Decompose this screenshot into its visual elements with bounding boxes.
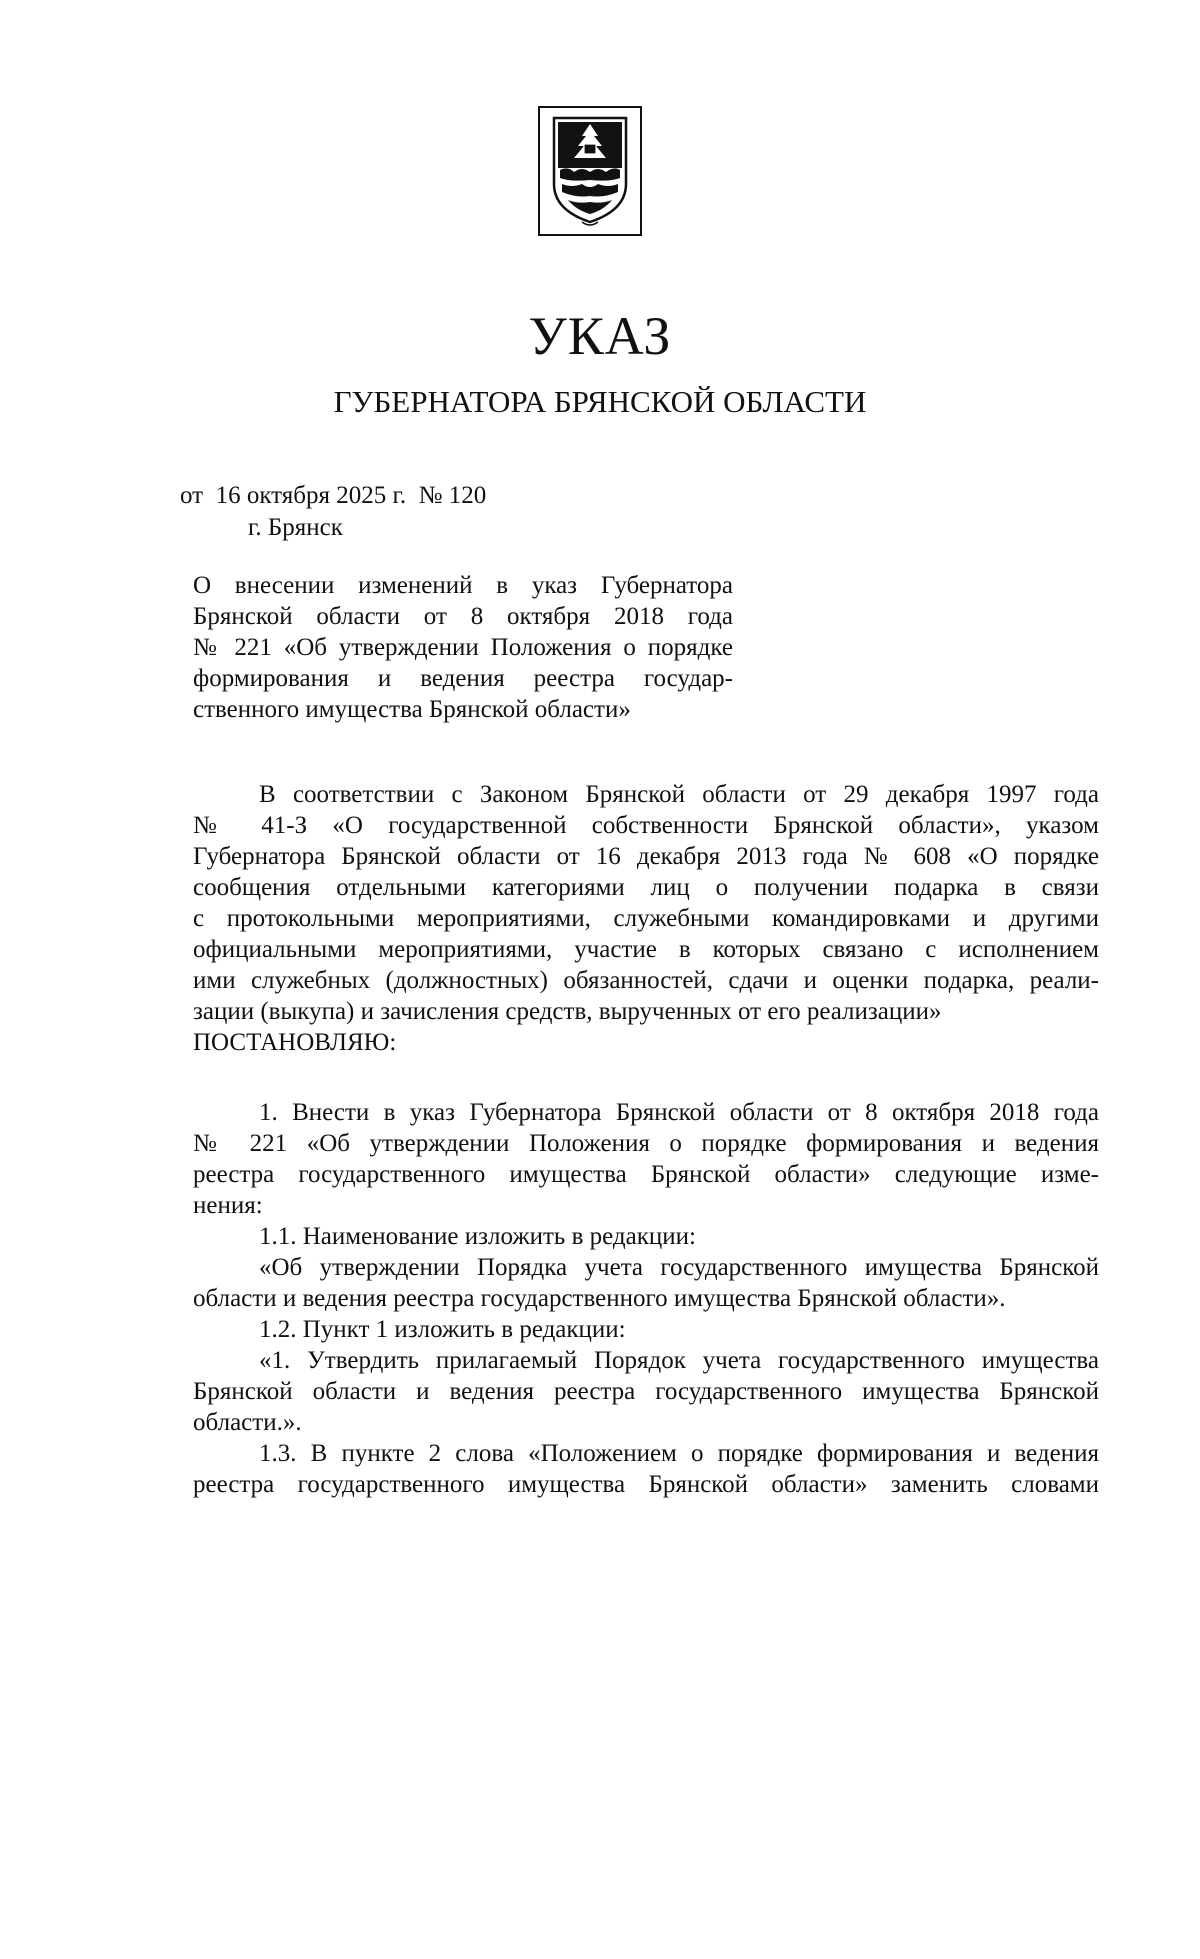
subject-line: Брянской области от 8 октября 2018 года [193,603,733,630]
subject-block [193,570,733,725]
city: г. Брянск [248,514,343,541]
item-1-2-quote-line: «1. Утвердить прилагаемый Порядок учета государственного имущества [259,1347,1099,1374]
coat-of-arms-icon [538,106,642,236]
item-1-3-line: реестра государственного имущества Брянской области» заменить словами [193,1471,1099,1498]
preamble-line: ими служебных (должностных) обязанностей, сдачи и оценки подарка, реали- [193,967,1099,994]
item-1-1-quote-line: области и ведения реестра государственного имущества Брянской области». [193,1285,1006,1312]
item-1-1-quote-line: «Об утверждении Порядка учета государственного имущества Брянской [259,1254,1099,1281]
subject-line: О внесении изменений в указ Губернатора [193,572,733,599]
preamble-line: сообщения отдельными категориями лиц о получении подарка в связи [193,874,1099,901]
subject-line: ственного имущества Брянской области» [193,696,631,723]
subject-line: № 221 «Об утверждении Положения о порядке [193,634,733,661]
item-1-line: нения: [193,1192,263,1219]
subject-line: формирования и ведения реестра государ- [193,665,733,692]
item-1-line: 1. Внести в указ Губернатора Брянской области от 8 октября 2018 года [259,1099,1099,1126]
item-1-line: реестра государственного имущества Брянской области» следующие изме- [193,1161,1099,1188]
preamble-line: официальными мероприятиями, участие в которых связано с исполнением [193,936,1099,963]
document-subtitle: ГУБЕРНАТОРА БРЯНСКОЙ ОБЛАСТИ [333,384,867,419]
item-1-2-heading: 1.2. Пункт 1 изложить в редакции: [259,1316,626,1343]
preamble-line: Губернатора Брянской области от 16 декабря 2013 года № 608 «О порядке [193,843,1099,870]
document-title: УКАЗ [528,306,672,366]
preamble-line: с протокольными мероприятиями, служебными командировками и другими [193,905,1099,932]
item-1-1-heading: 1.1. Наименование изложить в редакции: [259,1223,696,1250]
item-1-3-line: 1.3. В пункте 2 слова «Положением о порядке формирования и ведения [259,1440,1099,1467]
preamble-line: В соответствии с Законом Брянской области от 29 декабря 1997 года [259,781,1099,808]
resolution-word: ПОСТАНОВЛЯЮ: [193,1029,397,1056]
item-1-line: № 221 «Об утверждении Положения о порядке формирования и ведения [193,1130,1099,1157]
preamble-line: № 41-З «О государственной собственности Брянской области», указом [193,812,1099,839]
item-1-2-quote-line: Брянской области и ведения реестра государственного имущества Брянской [193,1378,1099,1405]
item-1-paragraph [193,1097,1099,1500]
preamble-paragraph [193,779,1099,1058]
preamble-line: зации (выкупа) и зачисления средств, вырученных от его реализации» [193,998,942,1025]
date-and-number: от 16 октября 2025 г. № 120 [180,482,487,509]
item-1-2-quote-line: области.». [193,1409,302,1436]
